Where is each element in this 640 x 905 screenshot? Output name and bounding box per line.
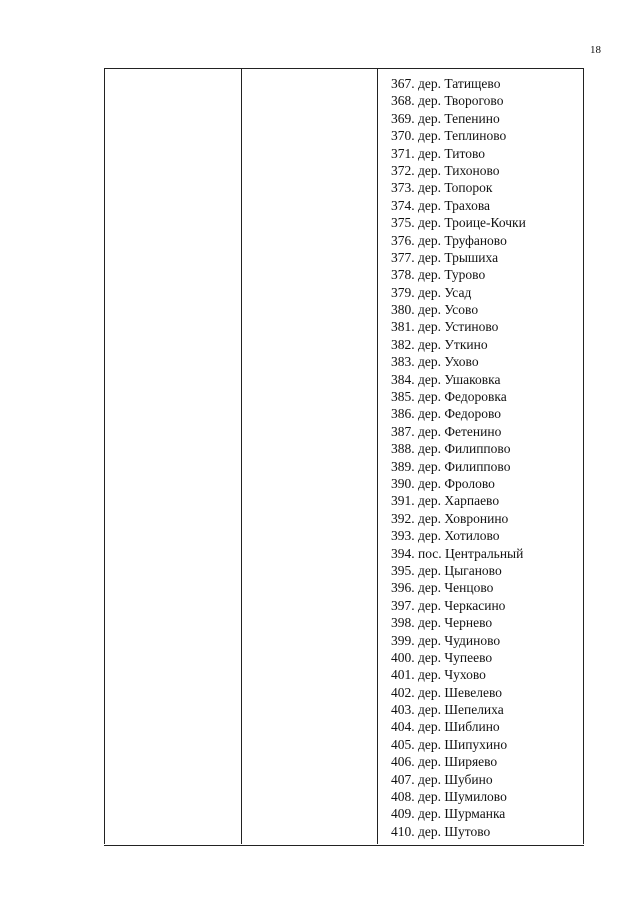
table-column-3: [378, 69, 583, 844]
list-item: 394. пос. Центральный: [391, 545, 524, 561]
table-column-2: [241, 69, 378, 844]
list-item: 374. дер. Трахова: [391, 197, 491, 213]
list-item: 406. дер. Ширяево: [391, 754, 498, 770]
list-item: 399. дер. Чудиново: [391, 632, 501, 648]
list-item: 410. дер. Шутово: [391, 823, 491, 839]
list-item: 380. дер. Усово: [391, 302, 479, 318]
table-bottom-border: [104, 845, 584, 846]
list-item: 396. дер. Ченцово: [391, 580, 494, 596]
list-item: 373. дер. Топорок: [391, 180, 493, 196]
list-item: 388. дер. Филиппово: [391, 441, 511, 457]
list-item: 379. дер. Усад: [391, 284, 472, 300]
settlement-list: [378, 69, 583, 840]
list-item: 382. дер. Уткино: [391, 336, 488, 352]
list-item: 383. дер. Ухово: [391, 354, 479, 370]
list-item: 371. дер. Титово: [391, 145, 485, 161]
list-item: 403. дер. Шепелиха: [391, 702, 504, 718]
table-column-1: [105, 69, 242, 844]
list-item: 398. дер. Чернево: [391, 615, 493, 631]
list-item: 378. дер. Турово: [391, 267, 486, 283]
list-item: 375. дер. Троице-Кочки: [391, 215, 526, 231]
list-item: 387. дер. Фетенино: [391, 423, 502, 439]
page-number: 18: [590, 44, 601, 56]
list-item: 372. дер. Тихоново: [391, 162, 500, 178]
list-item: 397. дер. Черкасино: [391, 597, 506, 613]
list-item: 370. дер. Теплиново: [391, 128, 507, 144]
list-item: 402. дер. Шевелево: [391, 684, 503, 700]
list-item: 368. дер. Творогово: [391, 93, 504, 109]
list-item: 401. дер. Чухово: [391, 667, 486, 683]
list-item: 390. дер. Фролово: [391, 475, 495, 491]
list-item: 377. дер. Трышиха: [391, 249, 499, 265]
list-item: 384. дер. Ушаковка: [391, 371, 501, 387]
list-item: 404. дер. Шиблино: [391, 719, 500, 735]
settlements-table: [104, 68, 584, 844]
list-item: 381. дер. Устиново: [391, 319, 499, 335]
list-item: 367. дер. Татищево: [391, 76, 501, 91]
list-item: 408. дер. Шумилово: [391, 789, 507, 805]
list-item: 400. дер. Чупеево: [391, 649, 493, 665]
list-item: 386. дер. Федорово: [391, 406, 501, 422]
list-item: 409. дер. Шурманка: [391, 806, 506, 822]
list-item: 393. дер. Хотилово: [391, 528, 500, 544]
list-item: 376. дер. Труфаново: [391, 232, 507, 248]
list-item: 395. дер. Цыганово: [391, 562, 502, 578]
list-item: 369. дер. Тепенино: [391, 110, 500, 126]
list-item: 392. дер. Ховронино: [391, 510, 509, 526]
list-item: 385. дер. Федоровка: [391, 389, 507, 405]
list-item: 389. дер. Филиппово: [391, 458, 511, 474]
list-item: 405. дер. Шипухино: [391, 736, 508, 752]
list-item: 407. дер. Шубино: [391, 771, 493, 787]
list-item: 391. дер. Харпаево: [391, 493, 500, 509]
